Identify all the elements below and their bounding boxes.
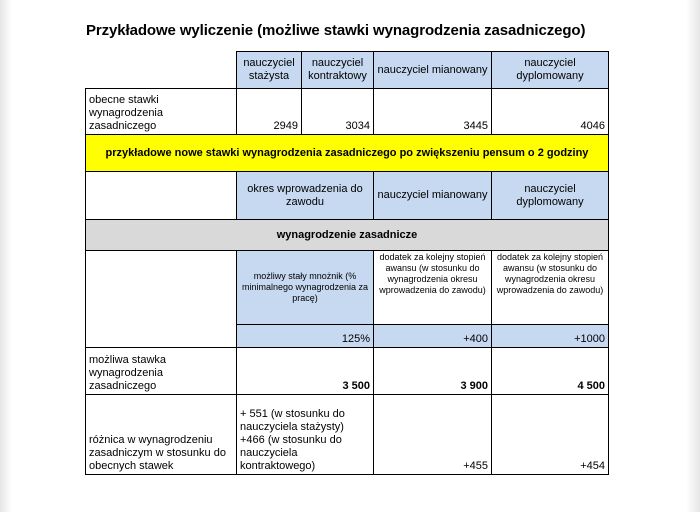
salary-table [85,51,609,475]
difference-label: różnica w wynagrodzeniu zasadniczym w stosunku do obecnych stawek [86,395,237,475]
difference-dyplomowany: +454 [492,395,609,475]
difference-row [86,395,609,475]
possible-rate-dyplomowany: 4 500 [492,348,609,395]
note-mianowany: dodatek za kolejny stopień awansu (w stosunku do wynagrodzenia okresu wprowadzenia do zawodu) [374,251,492,325]
header2-empty-cell [86,172,237,220]
possible-rate-mianowany: 3 900 [374,348,492,395]
header-stazysta: nauczyciel stażysta [237,52,302,89]
current-rates-row [86,89,609,135]
page-edge-right [686,0,700,512]
header-dyplomowany: nauczyciel dyplomowany [492,52,609,89]
header2-okres: okres wprowadzenia do zawodu [237,172,374,220]
header-mianowany: nauczyciel mianowany [374,52,492,89]
page-edge-left [0,0,12,512]
current-rate-kontraktowy: 3034 [302,89,374,135]
document-title: Przykładowe wyliczenie (możliwe stawki wynagrodzenia zasadniczego) [86,22,586,39]
notes-empty-cell [86,251,237,348]
yellow-banner-row [86,135,609,172]
multiplier-dyplomowany: +1000 [492,325,609,348]
note-okres: możliwy stały mnożnik (% minimalnego wynagrodzenia za pracę) [237,251,374,325]
current-rate-stazysta: 2949 [237,89,302,135]
current-rate-dyplomowany: 4046 [492,89,609,135]
header-row [86,52,609,89]
new-rates-banner: przykładowe nowe stawki wynagrodzenia zasadniczego po zwiększeniu pensum o 2 godziny [86,135,609,172]
header2-mianowany: nauczyciel mianowany [374,172,492,220]
header-empty-cell [86,52,237,89]
base-salary-banner: wynagrodzenie zasadnicze [86,220,609,251]
difference-mianowany: +455 [374,395,492,475]
header2-dyplomowany: nauczyciel dyplomowany [492,172,609,220]
possible-rate-okres: 3 500 [237,348,374,395]
difference-okres: + 551 (w stosunku do nauczyciela stażysty) +466 (w stosunku do nauczyciela kontraktowego) [237,395,374,475]
notes-row [86,251,609,325]
grey-banner-row [86,220,609,251]
header-kontraktowy: nauczyciel kontraktowy [302,52,374,89]
possible-rate-row [86,348,609,395]
multiplier-okres: 125% [237,325,374,348]
current-rates-label: obecne stawki wynagrodzenia zasadniczego [86,89,237,135]
header2-row [86,172,609,220]
current-rate-mianowany: 3445 [374,89,492,135]
note-dyplomowany: dodatek za kolejny stopień awansu (w stosunku do wynagrodzenia okresu wprowadzenia do zawodu) [492,251,609,325]
multiplier-mianowany: +400 [374,325,492,348]
possible-rate-label: możliwa stawka wynagrodzenia zasadniczego [86,348,237,395]
